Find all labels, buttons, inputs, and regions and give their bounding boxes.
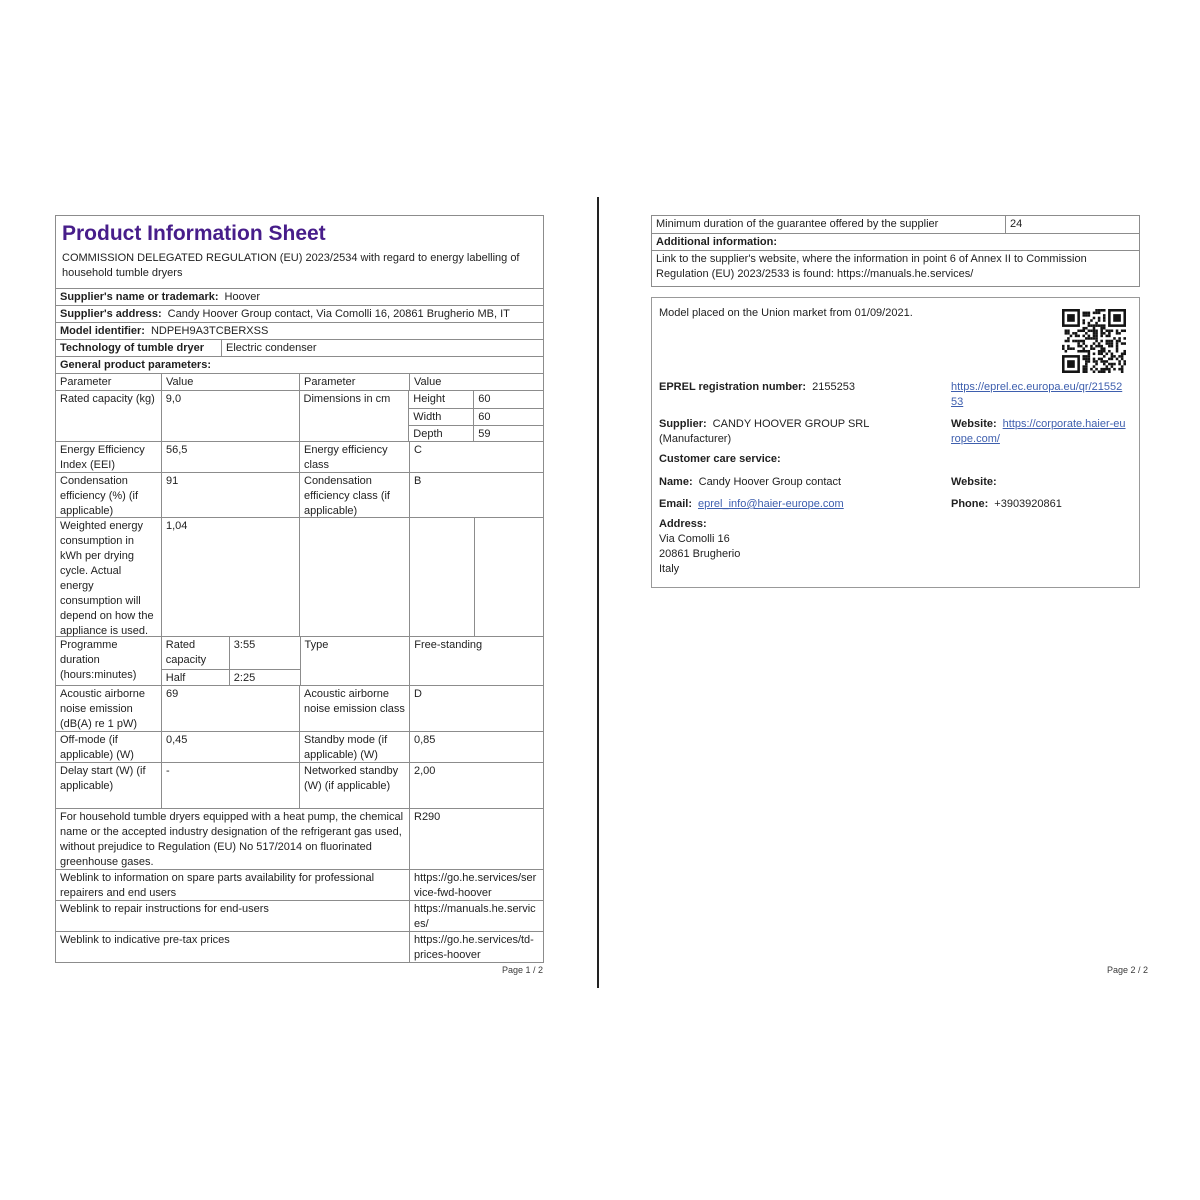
website-label: Website: <box>951 418 997 430</box>
supplier-website-link-text: Link to the supplier's website, where the information in point 6 of Annex II to Commission Regulation (EU) 2023/2533 is found: <box>656 253 1087 280</box>
eei-label: Energy Efficiency Index (EEI) <box>60 444 145 471</box>
dimension-row <box>409 391 543 408</box>
empty-cell <box>409 518 474 636</box>
dimension-height-label: Height <box>413 393 446 405</box>
weblink-spare-parts-url[interactable]: https://go.he.services/service-fwd-hoover <box>409 870 543 900</box>
dimension-depth-label: Depth <box>413 428 443 440</box>
standby-mode-value: 0,85 <box>409 732 543 762</box>
refrigerant-row <box>56 808 543 869</box>
page-2-number: Page 2 / 2 <box>1106 965 1148 975</box>
additional-info-heading: Additional information: <box>656 236 777 248</box>
weblink-prices-url[interactable]: https://go.he.services/td-prices-hoover <box>409 932 543 962</box>
page-1-number: Page 1 / 2 <box>501 965 543 975</box>
dimension-depth-value: 59 <box>473 426 542 442</box>
market-date-row <box>659 306 1127 321</box>
eprel-label: EPREL registration number: <box>659 381 807 393</box>
guarantee-row <box>652 216 1139 233</box>
weblink-spare-parts-row <box>56 869 543 900</box>
type-label: Type <box>300 637 410 685</box>
eprel-link[interactable]: https://eprel.ec.europa.eu/qr/2155253 <box>951 381 1123 408</box>
rated-capacity-duration-value: 3:55 <box>229 637 299 669</box>
technology-label: Technology of tumble dryer <box>60 342 205 354</box>
care-email-row <box>659 497 1127 512</box>
supplier-label: Supplier: <box>659 418 707 430</box>
empty-cell <box>474 518 543 636</box>
delay-start-value: - <box>161 763 299 808</box>
additional-info-heading-row <box>652 233 1139 250</box>
general-parameters-heading-row <box>56 356 543 373</box>
guarantee-label: Minimum duration of the guarantee offered by the supplier <box>656 218 939 230</box>
supplier-value: CANDY HOOVER GROUP SRL (Manufacturer) <box>659 418 869 445</box>
weblink-prices-label: Weblink to indicative pre-tax prices <box>60 934 230 946</box>
care-website-label: Website: <box>951 476 997 488</box>
page-divider <box>597 197 599 988</box>
acoustic-noise-label: Acoustic airborne noise emission (dB(A) re 1 pW) <box>60 688 145 730</box>
energy-efficiency-row <box>56 441 543 472</box>
condensation-row <box>56 472 543 517</box>
eei-value: 56,5 <box>161 442 299 472</box>
delay-start-label: Delay start (W) (if applicable) <box>60 765 146 792</box>
supplier-name-label: Supplier's name or trademark: <box>60 291 219 303</box>
supplier-address-label: Supplier's address: <box>60 308 162 320</box>
weblink-repair-url[interactable]: https://manuals.he.services/ <box>409 901 543 931</box>
care-email-link[interactable]: eprel_info@haier-europe.com <box>698 498 844 510</box>
type-value: Free-standing <box>409 637 543 685</box>
care-phone-value: +3903920861 <box>994 498 1062 510</box>
standby-mode-label: Standby mode (if applicable) (W) <box>299 732 409 762</box>
programme-sub-row <box>162 669 300 686</box>
programme-duration-subtable <box>161 637 300 685</box>
acoustic-class-value: D <box>409 686 543 731</box>
acoustic-noise-row <box>56 685 543 731</box>
condensation-efficiency-label: Condensation efficiency (%) (if applicable) <box>60 475 139 517</box>
rated-capacity-dimensions-row <box>56 390 543 441</box>
programme-duration-label: Programme duration (hours:minutes) <box>60 639 137 681</box>
condensation-efficiency-value: 91 <box>161 473 299 517</box>
weighted-energy-value: 1,04 <box>161 518 299 636</box>
supplier-website-link-url[interactable]: https://manuals.he.services/ <box>837 268 974 280</box>
dimension-width-value: 60 <box>473 409 542 425</box>
dimension-row <box>409 425 543 442</box>
customer-care-heading-row <box>659 452 1127 467</box>
qr-code-icon <box>1062 309 1126 373</box>
supplier-row <box>659 417 1127 447</box>
care-name-row <box>659 475 1127 490</box>
regulation-subtitle: COMMISSION DELEGATED REGULATION (EU) 2023/2534 with regard to energy labelling of household tumble dryers <box>62 252 520 279</box>
supplier-name-row <box>56 288 543 305</box>
energy-class-value: C <box>409 442 543 472</box>
title-block <box>56 216 543 288</box>
care-address-line: Italy <box>659 563 680 575</box>
care-address-line: 20861 Brugherio <box>659 548 741 560</box>
condensation-class-value: B <box>409 473 543 517</box>
model-identifier-row <box>56 322 543 339</box>
acoustic-noise-value: 69 <box>161 686 299 731</box>
refrigerant-value: R290 <box>409 809 543 869</box>
care-name-label: Name: <box>659 476 693 488</box>
column-header-parameter-2: Parameter <box>299 374 409 390</box>
programme-sub-row <box>162 637 300 669</box>
rated-capacity-duration-label: Rated capacity <box>165 639 207 666</box>
condensation-class-label: Condensation efficiency class (if applicable) <box>299 473 409 517</box>
weblink-repair-row <box>56 900 543 931</box>
customer-care-heading: Customer care service: <box>659 453 781 465</box>
column-header-parameter-1: Parameter <box>60 376 112 388</box>
weblink-repair-label: Weblink to repair instructions for end-users <box>60 903 269 915</box>
weblink-spare-parts-label: Weblink to information on spare parts availability for professional repairers and end users <box>60 872 375 899</box>
care-name-value: Candy Hoover Group contact <box>698 476 842 488</box>
guarantee-info-table <box>651 215 1140 287</box>
networked-standby-value: 2,00 <box>409 763 543 808</box>
supplier-details-box <box>651 297 1140 588</box>
refrigerant-label: For household tumble dryers equipped with a heat pump, the chemical name or the accepted industry designation of the refrigerant gas used, without prejudice to Regulation (EU) No 517/2014 on fluorinated greenhouse gases. <box>60 811 404 868</box>
page-title: Product Information Sheet <box>62 222 326 245</box>
technology-value: Electric condenser <box>221 340 543 356</box>
supplier-name-value: Hoover <box>224 291 260 303</box>
empty-cell <box>299 518 409 636</box>
weighted-energy-label: Weighted energy consumption in kWh per drying cycle. Actual energy consumption will depend on how the appliance is used. <box>60 520 154 636</box>
supplier-website-link-row <box>652 250 1139 286</box>
guarantee-value: 24 <box>1005 216 1139 233</box>
eprel-row <box>659 380 1127 410</box>
column-header-value-2: Value <box>409 374 543 390</box>
networked-standby-label: Networked standby (W) (if applicable) <box>299 763 409 808</box>
weblink-prices-row <box>56 931 543 962</box>
programme-duration-row <box>56 636 543 685</box>
market-date-text: Model placed on the Union market from 01/09/2021. <box>659 307 913 319</box>
dimensions-subtable <box>408 391 543 441</box>
off-mode-value: 0,45 <box>161 732 299 762</box>
care-address-block <box>659 517 1127 577</box>
page-1-table <box>55 215 544 963</box>
general-parameters-heading: General product parameters: <box>60 359 211 371</box>
column-header-row <box>56 373 543 390</box>
column-header-value-1: Value <box>161 374 299 390</box>
model-identifier-label: Model identifier: <box>60 325 145 337</box>
energy-class-label: Energy efficiency class <box>299 442 409 472</box>
delay-start-row <box>56 762 543 808</box>
website-link[interactable]: https://corporate.haier-europe.com/ <box>951 418 1126 445</box>
care-address-label: Address: <box>659 518 707 530</box>
rated-capacity-label: Rated capacity (kg) <box>60 393 155 405</box>
weighted-energy-row <box>56 517 543 636</box>
half-duration-label: Half <box>165 672 186 684</box>
supplier-address-value: Candy Hoover Group contact, Via Comolli 16, 20861 Brugherio MB, IT <box>167 308 510 320</box>
supplier-address-row <box>56 305 543 322</box>
model-identifier-value: NDPEH9A3TCBERXSS <box>150 325 269 337</box>
rated-capacity-value: 9,0 <box>161 391 299 441</box>
half-duration-value: 2:25 <box>229 670 299 686</box>
dimension-row <box>409 408 543 425</box>
eprel-value: 2155253 <box>812 381 855 393</box>
off-mode-row <box>56 731 543 762</box>
care-phone-label: Phone: <box>951 498 989 510</box>
technology-row <box>56 339 543 356</box>
care-email-label: Email: <box>659 498 693 510</box>
dimension-width-label: Width <box>413 411 442 423</box>
acoustic-class-label: Acoustic airborne noise emission class <box>299 686 409 731</box>
care-address-line: Via Comolli 16 <box>659 533 730 545</box>
dimensions-label: Dimensions in cm <box>299 391 409 441</box>
dimension-height-value: 60 <box>473 391 542 408</box>
off-mode-label: Off-mode (if applicable) (W) <box>60 734 134 761</box>
